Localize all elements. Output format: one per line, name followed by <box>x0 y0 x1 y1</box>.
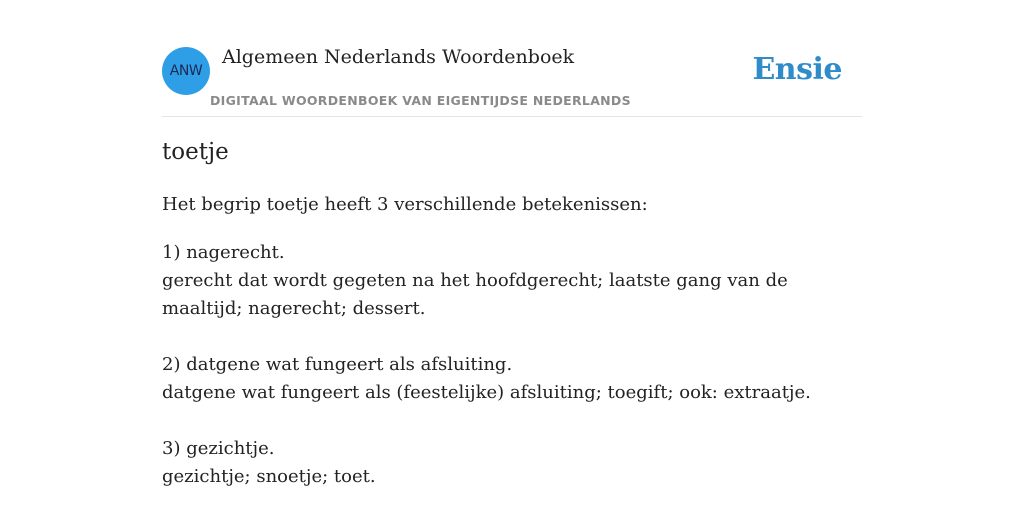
meaning-item <box>162 239 862 323</box>
logo-text: ANW <box>169 63 203 79</box>
meaning-heading: 3) gezichtje. <box>162 438 275 459</box>
meanings-list <box>162 239 862 519</box>
page-container <box>162 0 862 487</box>
entry-word-title: toetje <box>162 139 229 165</box>
meaning-item <box>162 351 862 407</box>
anw-logo[interactable] <box>162 47 210 95</box>
site-title[interactable]: Algemeen Nederlands Woordenboek <box>222 46 575 68</box>
entry-intro: Het begrip toetje heeft 3 verschillende betekenissen: <box>162 194 648 215</box>
meaning-item <box>162 435 862 491</box>
meaning-heading: 2) datgene wat fungeert als afsluiting. <box>162 354 513 375</box>
ensie-brand-logo[interactable]: Ensie <box>752 52 842 87</box>
site-header <box>162 0 862 117</box>
meaning-definition: gerecht dat wordt gegeten na het hoofdgerecht; laatste gang van de maaltijd; nagerecht; dessert. <box>162 270 788 319</box>
meaning-definition: datgene wat fungeert als (feestelijke) afsluiting; toegift; ook: extraatje. <box>162 382 811 403</box>
meaning-definition: gezichtje; snoetje; toet. <box>162 466 376 487</box>
site-subtitle: DIGITAAL WOORDENBOEK VAN EIGENTIJDSE NEDERLANDS <box>210 93 631 108</box>
meaning-heading: 1) nagerecht. <box>162 242 285 263</box>
